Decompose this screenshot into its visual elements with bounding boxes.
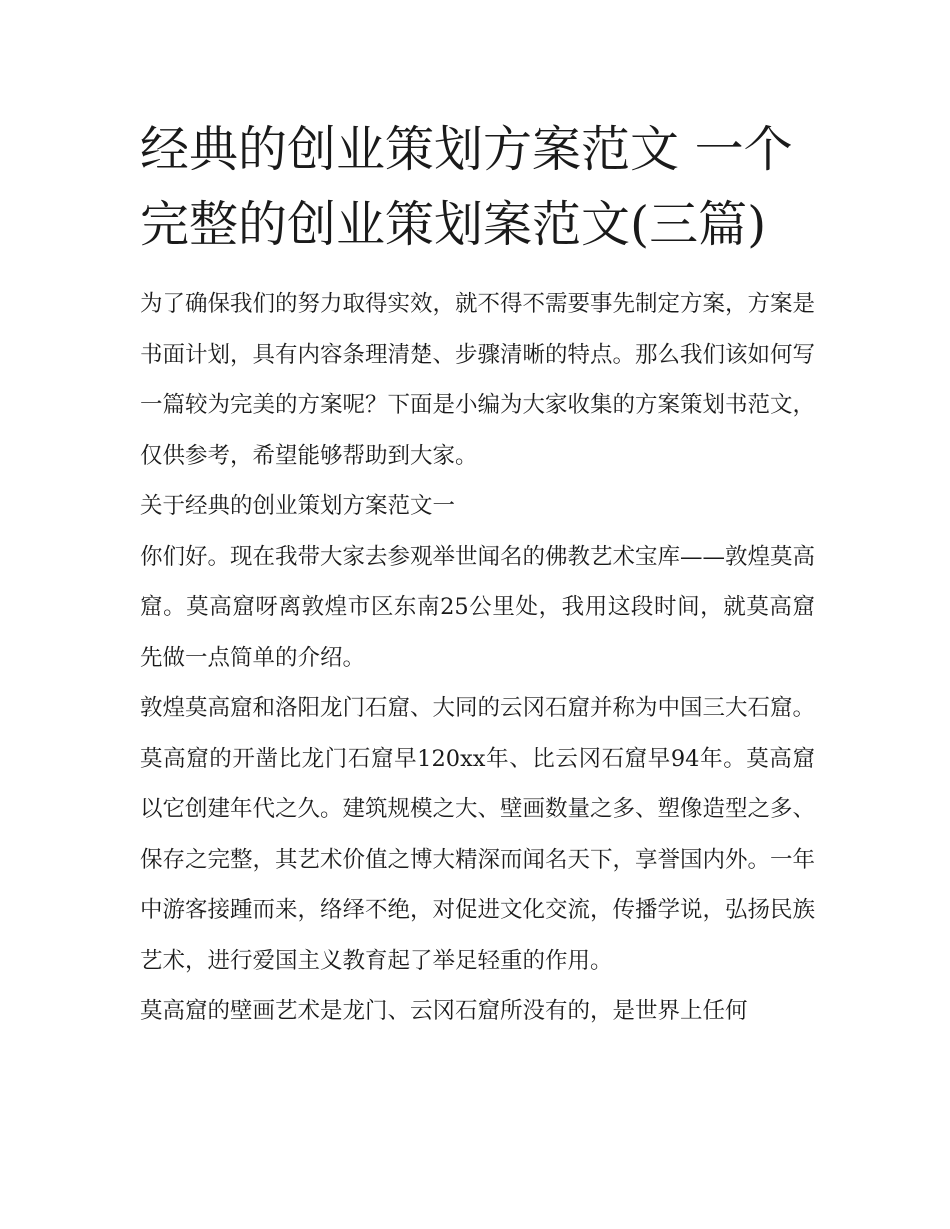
intro-paragraph: 为了确保我们的努力取得实效，就不得不需要事先制定方案，方案是书面计划，具有内容条理清楚、步骤清晰的特点。那么我们该如何写一篇较为完美的方案呢？下面是小编为大家收集的方案策划书范文，仅供参考，希望能够帮助到大家。: [140, 291, 816, 469]
section-heading: 关于经典的创业策划方案范文一: [140, 493, 456, 519]
body-paragraph: 莫高窟的壁画艺术是龙门、云冈石窟所没有的，是世界上任何: [140, 998, 748, 1024]
document-body: [140, 279, 815, 1037]
body-paragraph: 你们好。现在我带大家去参观举世闻名的佛教艺术宝库——敦煌莫高窟。莫高窟呀离敦煌市区东南25公里处，我用这段时间，就莫高窟先做一点简单的介绍。: [140, 543, 816, 671]
document-title: 经典的创业策划方案范文 一个完整的创业策划案范文(三篇): [140, 121, 793, 253]
body-paragraph: 敦煌莫高窟和洛阳龙门石窟、大同的云冈石窟并称为中国三大石窟。莫高窟的开凿比龙门石窟早120xx年、比云冈石窟早94年。莫高窟以它创建年代之久。建筑规模之大、壁画数量之多、塑像造型之多、保存之完整，其艺术价值之博大精深而闻名天下，享誉国内外。一年中游客接踵而来，络绎不绝，对促进文化交流，传播学说，弘扬民族艺术，进行爱国主义教育起了举足轻重的作用。: [140, 695, 816, 974]
